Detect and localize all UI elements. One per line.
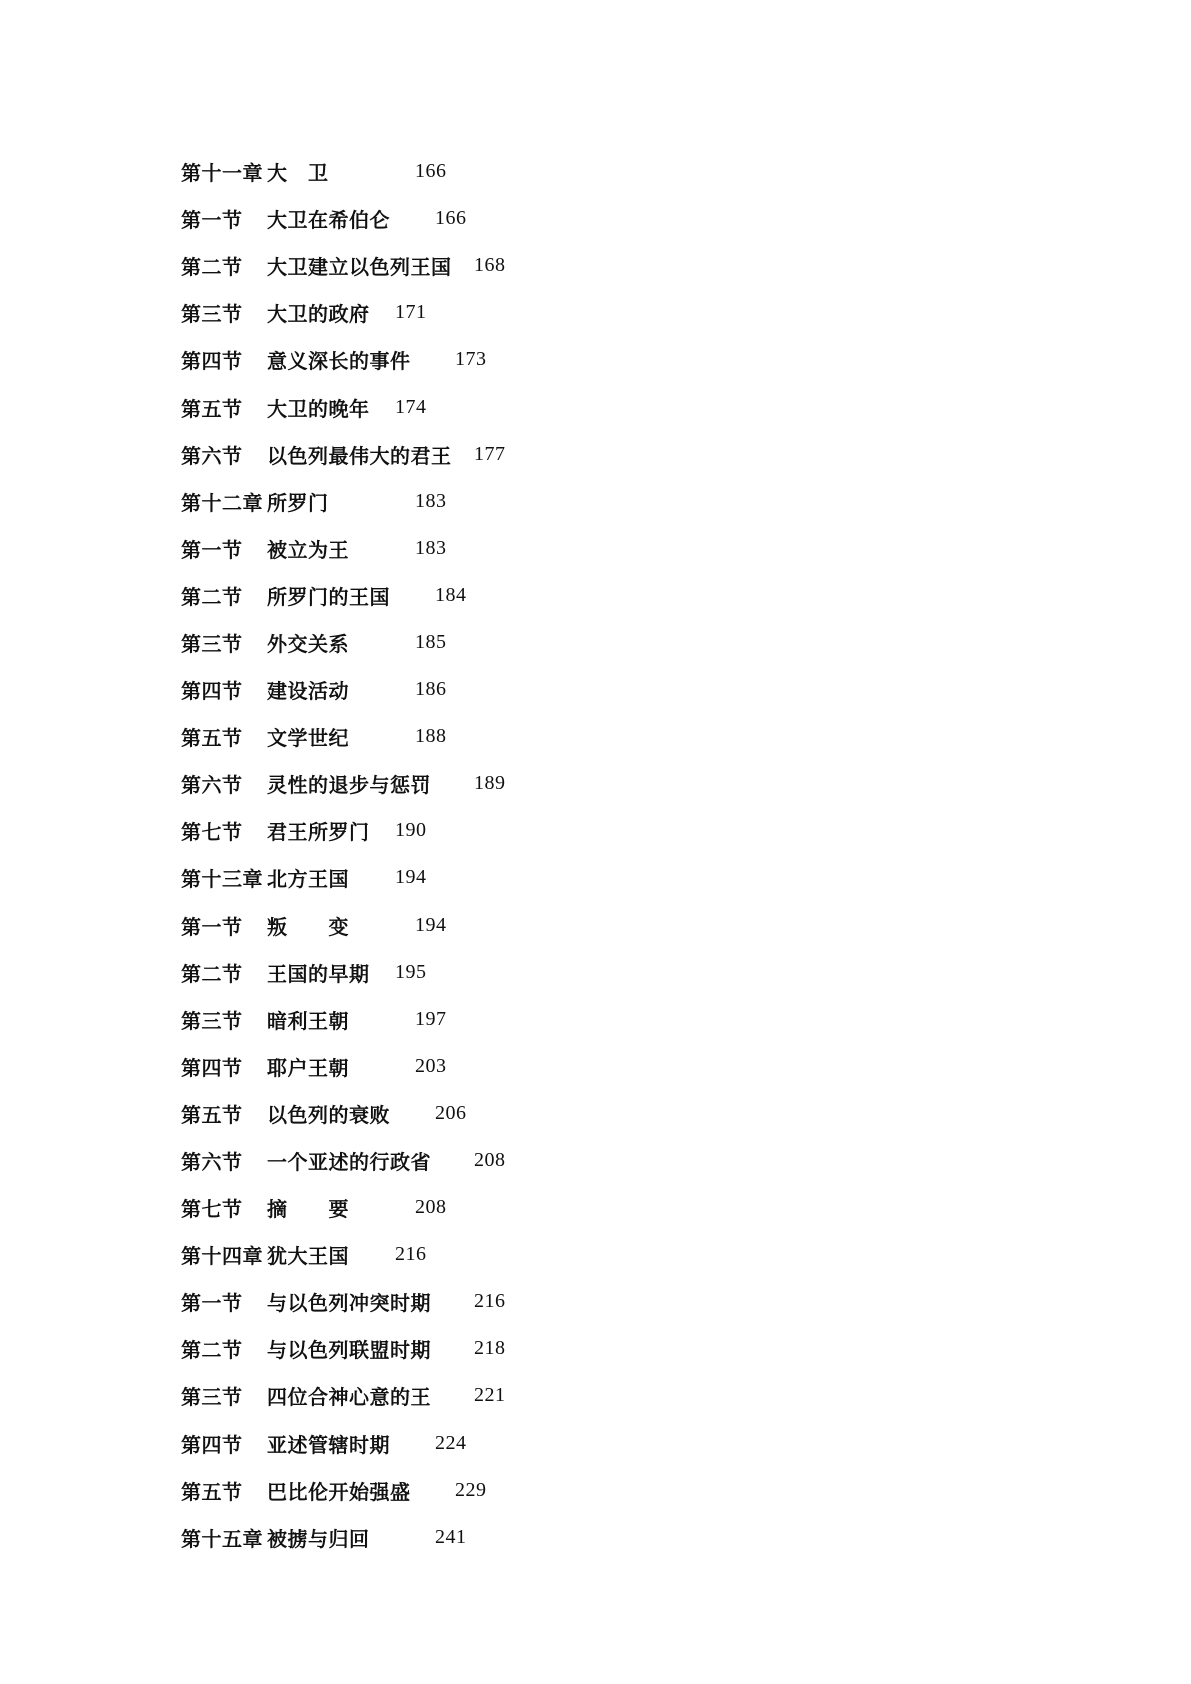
toc-entry-label: 第五节 [181,1102,243,1127]
toc-entry-page-number: 203 [415,1054,447,1077]
toc-entry-title: 被立为王 [267,537,349,562]
toc-entry-title: 犹大王国 [267,1244,349,1269]
toc-entry [181,336,881,383]
toc-entry [181,431,881,478]
toc-entry-page-number: 195 [395,960,427,983]
toc-entry [181,666,881,713]
toc-entry [181,760,881,807]
toc-entry-page-number: 171 [395,301,427,324]
toc-entry-title: 外交关系 [267,631,349,656]
toc-entry [181,1184,881,1231]
toc-entry [181,996,881,1043]
toc-entry [181,1467,881,1514]
toc-entry [181,1137,881,1184]
toc-entry-page-number: 166 [435,207,467,230]
toc-entry-title: 君王所罗门 [267,820,370,845]
toc-entry-title: 大 卫 [267,161,329,186]
toc-entry-label: 第五节 [181,1479,243,1504]
toc-entry-page-number: 185 [415,630,447,653]
toc-entry-title: 建设活动 [267,679,349,704]
toc-entry-title: 大卫在希伯仑 [267,208,390,233]
toc-entry [181,289,881,336]
toc-entry-label: 第一节 [181,537,243,562]
toc-entry-page-number: 189 [474,772,506,795]
toc-entry-title: 所罗门的王国 [267,584,390,609]
toc-entry-title: 一个亚述的行政省 [267,1150,431,1175]
toc-entry-title: 王国的早期 [267,961,370,986]
toc-entry-page-number: 183 [415,489,447,512]
toc-entry-title: 暗利王朝 [267,1008,349,1033]
toc-entry-title: 与以色列联盟时期 [267,1338,431,1363]
toc-entry-label: 第七节 [181,1197,243,1222]
toc-entry [181,195,881,242]
toc-entry [181,949,881,996]
toc-entry [181,1090,881,1137]
toc-entry-label: 第一节 [181,914,243,939]
toc-entry-title: 大卫的政府 [267,302,370,327]
toc-entry-page-number: 197 [415,1007,447,1030]
toc-entry-label: 第十二章 [181,490,263,515]
toc-entry-label: 第十三章 [181,867,263,892]
toc-entry-page-number: 224 [435,1431,467,1454]
toc-entry-title: 大卫建立以色列王国 [267,255,452,280]
toc-entry [181,1372,881,1419]
toc-entry-label: 第三节 [181,302,243,327]
toc-entry-label: 第一节 [181,1291,243,1316]
toc-entry-page-number: 216 [474,1290,506,1313]
toc-entry-title: 叛 变 [267,914,349,939]
toc-entry-label: 第三节 [181,1008,243,1033]
toc-entry-label: 第五节 [181,726,243,751]
toc-entry-page-number: 241 [435,1525,467,1548]
toc-entry-page-number: 168 [474,254,506,277]
toc-entry-page-number: 177 [474,442,506,465]
toc-entry-label: 第四节 [181,349,243,374]
toc-entry-label: 第四节 [181,1055,243,1080]
toc-entry [181,619,881,666]
toc-entry-label: 第五节 [181,396,243,421]
toc-entry-title: 文学世纪 [267,726,349,751]
toc-entry-label: 第十四章 [181,1244,263,1269]
toc-entry-page-number: 208 [415,1196,447,1219]
toc-entry-title: 以色列最伟大的君王 [267,443,452,468]
toc-entry [181,242,881,289]
toc-entry-page-number: 206 [435,1101,467,1124]
toc-entry-title: 巴比伦开始强盛 [267,1479,411,1504]
toc-entry-page-number: 173 [455,348,487,371]
toc-entry-title: 被掳与归回 [267,1526,370,1551]
toc-entry-label: 第二节 [181,1338,243,1363]
toc-entry-label: 第十一章 [181,161,263,186]
toc-entry-label: 第十五章 [181,1526,263,1551]
toc-entry [181,1231,881,1278]
toc-entry-title: 四位合神心意的王 [267,1385,431,1410]
toc-entry-title: 与以色列冲突时期 [267,1291,431,1316]
toc-entry-label: 第四节 [181,679,243,704]
toc-entry-title: 耶户王朝 [267,1055,349,1080]
toc-entry-page-number: 166 [415,160,447,183]
toc-entry-label: 第三节 [181,631,243,656]
toc-entry-title: 北方王国 [267,867,349,892]
toc-entry-page-number: 183 [415,536,447,559]
toc-entry-title: 亚述管辖时期 [267,1432,390,1457]
toc-entry-label: 第一节 [181,208,243,233]
toc-entry-label: 第二节 [181,961,243,986]
toc-entry [181,572,881,619]
toc-entry [181,1043,881,1090]
table-of-contents [181,148,881,1561]
toc-entry-page-number: 188 [415,725,447,748]
toc-entry-page-number: 190 [395,819,427,842]
toc-entry-label: 第六节 [181,773,243,798]
toc-entry-title: 灵性的退步与惩罚 [267,773,431,798]
toc-entry-page-number: 194 [415,913,447,936]
toc-entry-label: 第三节 [181,1385,243,1410]
toc-entry [181,478,881,525]
toc-entry-title: 所罗门 [267,490,329,515]
toc-entry [181,1514,881,1561]
toc-entry-label: 第二节 [181,584,243,609]
toc-entry-page-number: 194 [395,866,427,889]
toc-entry-title: 摘 要 [267,1197,349,1222]
toc-entry [181,854,881,901]
toc-entry-page-number: 186 [415,678,447,701]
toc-entry [181,807,881,854]
toc-entry-label: 第二节 [181,255,243,280]
toc-entry [181,713,881,760]
toc-entry-label: 第七节 [181,820,243,845]
toc-entry [181,1325,881,1372]
toc-entry-page-number: 174 [395,395,427,418]
toc-entry-label: 第六节 [181,443,243,468]
toc-entry-title: 以色列的衰败 [267,1102,390,1127]
toc-entry-page-number: 208 [474,1149,506,1172]
toc-entry [181,1420,881,1467]
toc-entry-label: 第六节 [181,1150,243,1175]
toc-entry-page-number: 184 [435,583,467,606]
toc-entry [181,902,881,949]
toc-entry-page-number: 216 [395,1243,427,1266]
toc-entry [181,1278,881,1325]
toc-entry [181,383,881,430]
toc-entry-page-number: 229 [455,1478,487,1501]
toc-entry [181,148,881,195]
toc-entry-page-number: 218 [474,1337,506,1360]
toc-entry-title: 意义深长的事件 [267,349,411,374]
toc-entry-title: 大卫的晚年 [267,396,370,421]
toc-entry-label: 第四节 [181,1432,243,1457]
toc-entry [181,525,881,572]
toc-entry-page-number: 221 [474,1384,506,1407]
